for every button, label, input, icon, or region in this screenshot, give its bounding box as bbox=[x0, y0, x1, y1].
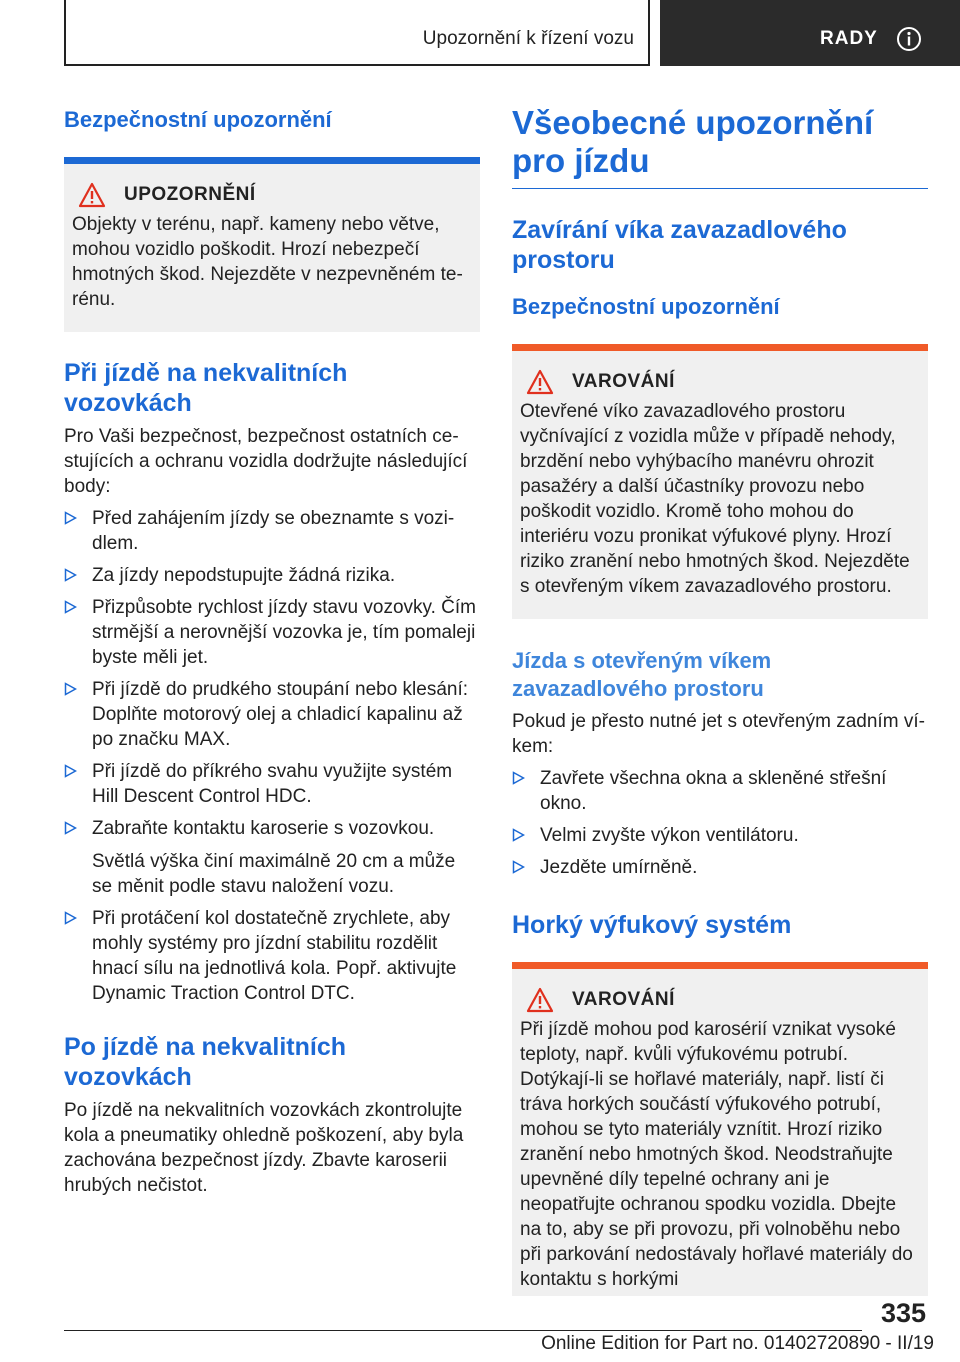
notice-label: VAROVÁNÍ bbox=[572, 989, 675, 1010]
header-right-line bbox=[648, 0, 650, 65]
notice-varovani-trunk bbox=[512, 344, 928, 619]
triangle-bullet-icon bbox=[512, 860, 525, 874]
heading-rule bbox=[512, 188, 928, 189]
safety-heading-right: Bezpečnostní upozornění bbox=[512, 294, 780, 319]
open-lid-intro: Pokud je přesto nutné jet s otevřeným zadním víkem: bbox=[512, 711, 925, 757]
after-bad-roads-text: Po jízdě na nekvalitních vozovkách zkontrolujte kola a pneumatiky ohledně poškození, aby byla zachována bezpečnost jízdy. Zbavte karoserii hrubých nečistot. bbox=[64, 1100, 464, 1196]
notice-text: Objekty v terénu, např. kameny nebo větve, mohou vozidlo poškodit. Hrozí nebezpečí hmotných škod. Nejezděte v nezpevněném terénu. bbox=[72, 214, 463, 310]
list-item: Za jízdy nepodstupujte žádná rizika. bbox=[64, 563, 480, 588]
page-number: 335 bbox=[880, 1298, 926, 1328]
notice-upozorneni bbox=[64, 157, 480, 332]
open-lid-heading: Jízda s otevřeným víkem zavazadlového prostoru bbox=[512, 648, 772, 701]
triangle-bullet-icon bbox=[64, 911, 77, 925]
open-lid-list bbox=[512, 766, 928, 880]
list-item: Přizpůsobte rychlost jízdy stavu vozovky. Čím strmější a nerovnější vozovka je, tím pomaleji byste měli jet. bbox=[64, 595, 480, 670]
triangle-bullet-icon bbox=[64, 821, 77, 835]
notice-text: Při jízdě mohou pod karosérií vznikat vysoké teploty, např. kvůli výfukovému potrubí. Dotýkají-li se hořlavé materiály, např. listí či tráva horkých součástí výfukového potrubí, mohou se tyto materiály vznítit. Hrozí riziko zranění nebo hmotných škod. Neodstraňujte upevněné díly tepelné ochrany ani je neopatřujte ochranou spodku vozidla. Dbejte na to, aby se při provozu, při volnoběhu nebo při parkování nedostávaly hořlavé materiály do kontaktu s horkými bbox=[520, 1019, 913, 1290]
warning-triangle-icon bbox=[78, 182, 106, 208]
list-item: Jezděte umírněně. bbox=[512, 855, 928, 880]
notice-text: Otevřené víko zavazadlového prostoru vyčnívající z vozidla může v případě nehody, brzdění nebo vyhýbacího manévru ohrozit pasažéry a další účastníky provozu nebo poškodit vozidlo. Kromě toho mohou do interiéru vozu pronikat výfukové plyny. Hrozí riziko zranění nebo hmotných škod. Nejezděte s otevřeným víkem zavazadlového prostoru. bbox=[520, 401, 910, 597]
after-bad-roads-heading: Po jízdě na nekvalitních vozovkách bbox=[64, 1033, 347, 1091]
bad-roads-list-cont bbox=[64, 906, 480, 1006]
main-heading: Všeobecné upozornění pro jízdu bbox=[512, 104, 874, 179]
warning-triangle-icon bbox=[526, 987, 554, 1013]
bad-roads-intro: Pro Vaši bezpečnost, bezpečnost ostatních cestujících a ochranu vozidla dodržujte následující body: bbox=[64, 426, 468, 497]
triangle-bullet-icon bbox=[64, 511, 77, 525]
hot-exhaust-heading: Horký výfukový systém bbox=[512, 911, 792, 939]
triangle-bullet-icon bbox=[64, 682, 77, 696]
ground-clearance-note: Světlá výška činí maximálně 20 cm a může se měnit podle stavu naložení vozu. bbox=[92, 851, 456, 897]
list-item: Zavřete všechna okna a skleněné střešní okno. bbox=[512, 766, 928, 816]
triangle-bullet-icon bbox=[64, 568, 77, 582]
list-item: Velmi zvyšte výkon ventilátoru. bbox=[512, 823, 928, 848]
right-column bbox=[512, 104, 928, 1296]
header-left-line bbox=[64, 0, 66, 65]
safety-heading-left: Bezpečnostní upozornění bbox=[64, 107, 332, 132]
trunk-heading: Zavírání víka zavazadlového prostoru bbox=[512, 216, 847, 274]
info-icon[interactable] bbox=[896, 26, 922, 52]
bad-roads-list bbox=[64, 506, 480, 841]
list-item: Při jízdě do prudkého stoupání nebo klesání: Doplňte motorový olej a chladicí kapalinu až po značku MAX. bbox=[64, 677, 480, 752]
list-item: Zabraňte kontaktu karoserie s vozovkou. bbox=[64, 816, 480, 841]
list-item: Při jízdě do příkrého svahu využijte systém Hill Descent Control HDC. bbox=[64, 759, 480, 809]
list-item: Před zahájením jízdy se obeznamte s vozidlem. bbox=[64, 506, 480, 556]
triangle-bullet-icon bbox=[64, 764, 77, 778]
header-section-title: Upozornění k řízení vozu bbox=[422, 28, 634, 49]
triangle-bullet-icon bbox=[512, 771, 525, 785]
triangle-bullet-icon bbox=[64, 600, 77, 614]
header-chapter-label[interactable]: RADY bbox=[820, 28, 878, 49]
footer-edition-text: Online Edition for Part no. 01402720890 - II/19 bbox=[541, 1333, 934, 1354]
triangle-bullet-icon bbox=[512, 828, 525, 842]
list-item: Při protáčení kol dostatečně zrychlete, aby mohly systémy pro jízdní stabilitu rozdělit hnací sílu na jednotlivá kola. Popř. aktivujte Dynamic Traction Control DTC. bbox=[64, 906, 480, 1006]
left-column bbox=[64, 104, 480, 1198]
notice-label: VAROVÁNÍ bbox=[572, 371, 675, 392]
notice-label: UPOZORNĚNÍ bbox=[124, 184, 256, 205]
header-rule bbox=[64, 64, 650, 66]
warning-triangle-icon bbox=[526, 369, 554, 395]
notice-varovani-exhaust bbox=[512, 962, 928, 1296]
footer-rule bbox=[64, 1330, 862, 1331]
bad-roads-heading: Při jízdě na nekvalitních vozovkách bbox=[64, 359, 348, 417]
